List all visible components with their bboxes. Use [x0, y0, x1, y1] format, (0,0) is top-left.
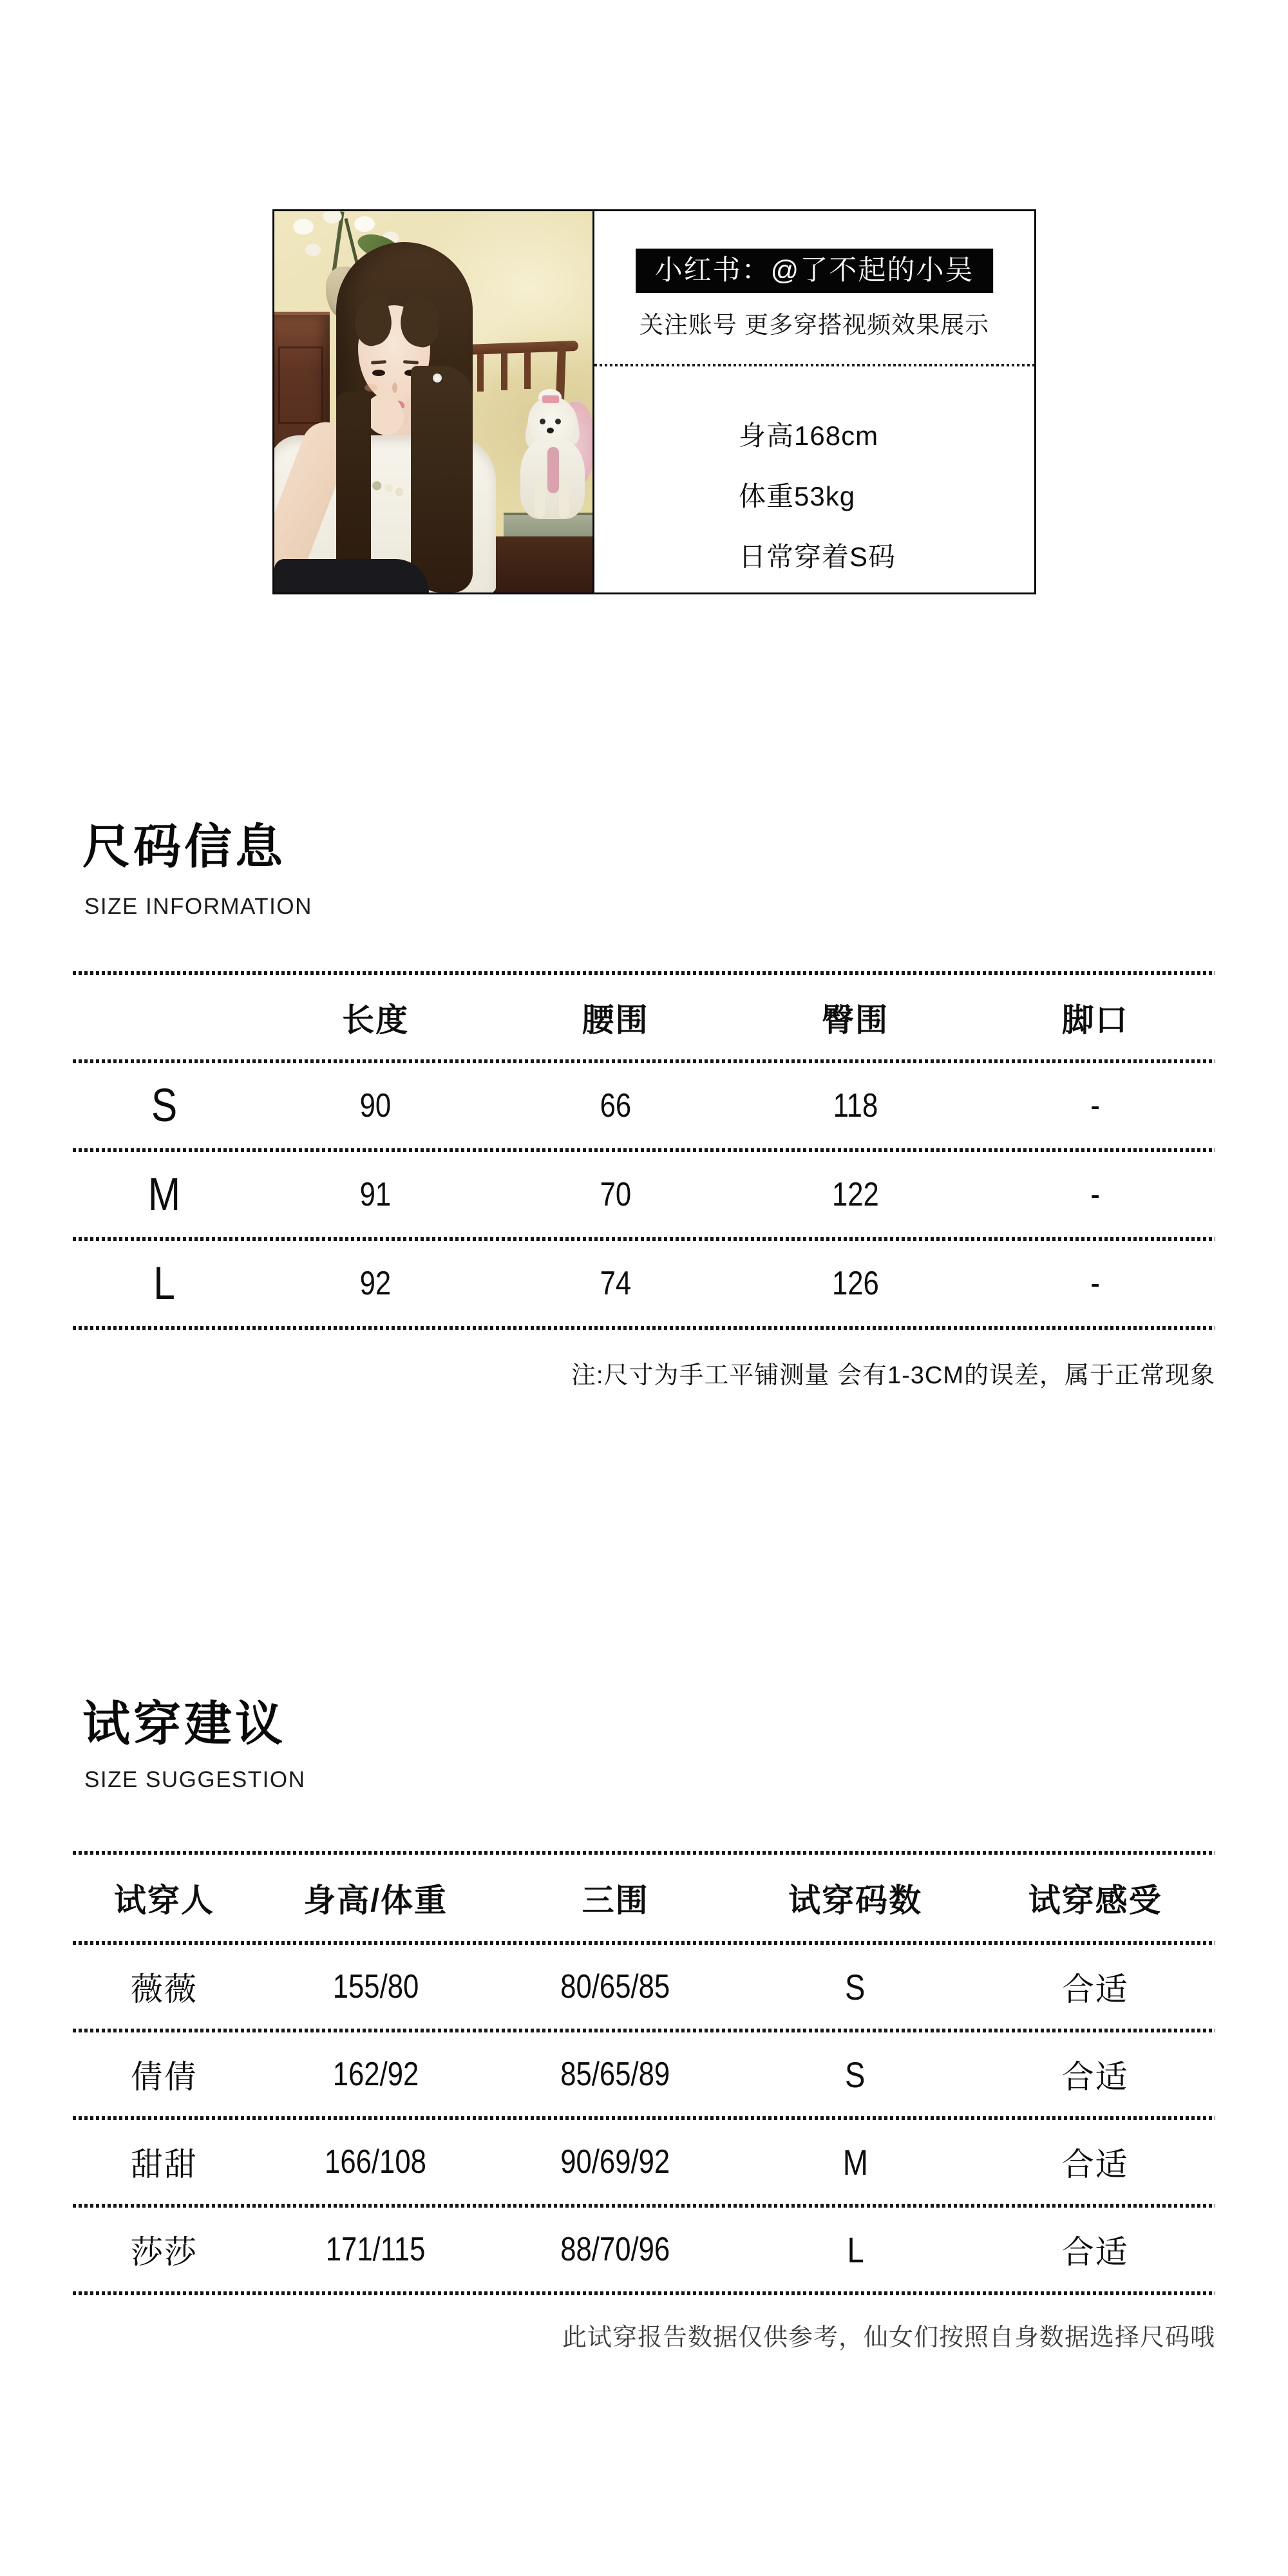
photo-chair-spindle — [501, 353, 507, 390]
fit-cell: 162/92 — [332, 2056, 419, 2093]
fit-row — [73, 2032, 1215, 2116]
photo-black-skirt — [274, 559, 429, 592]
photo-model-hair-front — [411, 366, 473, 592]
fit-cell: 88/70/96 — [560, 2231, 670, 2268]
size-cell: - — [1090, 1087, 1100, 1124]
size-row-M — [73, 1152, 1215, 1237]
size-table-header-row — [73, 975, 1215, 1059]
size-cell: - — [1090, 1176, 1100, 1213]
model-weight: 体重53kg — [739, 481, 856, 511]
photo-dog-nose — [547, 428, 554, 433]
size-cell: 91 — [359, 1176, 392, 1213]
size-cell: 70 — [600, 1176, 631, 1213]
size-row-L — [73, 1241, 1215, 1326]
fit-size: M — [842, 2141, 868, 2183]
photo-chair-spindle — [477, 354, 484, 392]
header-cell-measurements: 三围 — [582, 1882, 649, 1918]
size-cell: 92 — [359, 1265, 392, 1302]
model-height: 身高168cm — [739, 421, 879, 451]
size-label: L — [153, 1258, 175, 1309]
header-cell-waist: 腰围 — [582, 1001, 649, 1038]
fit-suggestion-title: 试穿建议 — [82, 1697, 286, 1750]
size-cell: 122 — [831, 1176, 879, 1213]
model-info-panel — [594, 211, 1034, 592]
fit-suggestion-table — [73, 1851, 1215, 2295]
fit-cell: 155/80 — [332, 1968, 419, 2005]
photo-dog-leg — [559, 480, 569, 518]
model-profile-card — [272, 209, 1036, 594]
photo-dog-bow — [542, 395, 559, 403]
fit-verdict: 合适 — [1061, 2234, 1129, 2270]
photo-dog-eye — [555, 419, 561, 424]
fit-report-note: 此试穿报告数据仅供参考，仙女们按照自身数据选择尺码哦 — [562, 2324, 1215, 2351]
measurement-note: 注:尺寸为手工平铺测量 会有1-3CM的误差，属于正常现象 — [571, 1362, 1215, 1389]
photo-dog-eye — [540, 419, 545, 424]
header-cell-leg-opening: 脚口 — [1061, 1001, 1129, 1038]
table-border-bottom — [73, 1326, 1215, 1330]
photo-dog-harness — [547, 447, 559, 493]
header-cell-height-weight: 身高/体重 — [303, 1882, 448, 1918]
header-cell-size-tried: 试穿码数 — [788, 1882, 923, 1918]
model-usual-size: 日常穿着S码 — [739, 542, 896, 572]
size-cell: 74 — [600, 1265, 631, 1302]
fit-verdict: 合适 — [1061, 1971, 1129, 2007]
size-label: S — [151, 1080, 178, 1132]
fit-row — [73, 2208, 1215, 2291]
size-cell: - — [1090, 1265, 1100, 1302]
fit-row — [73, 2120, 1215, 2204]
header-cell-fitter: 试穿人 — [113, 1882, 214, 1918]
size-info-subtitle: SIZE INFORMATION — [84, 894, 312, 919]
fit-table-header-row — [73, 1855, 1215, 1941]
fit-verdict: 合适 — [1061, 2059, 1129, 2095]
model-photo — [274, 211, 594, 592]
fit-cell: 85/65/89 — [560, 2056, 670, 2093]
fit-cell: 171/115 — [325, 2231, 426, 2268]
header-cell-length: 长度 — [342, 1001, 410, 1038]
size-info-table — [73, 971, 1215, 1330]
size-row-S — [73, 1063, 1215, 1148]
header-cell-fit-feel: 试穿感受 — [1028, 1882, 1162, 1918]
photo-model-eye — [372, 370, 385, 376]
fit-verdict: 合适 — [1061, 2146, 1129, 2183]
size-cell: 90 — [359, 1087, 392, 1124]
size-label: M — [147, 1169, 181, 1220]
fit-cell: 80/65/85 — [560, 1968, 670, 2005]
fitter-name: 薇薇 — [130, 1971, 198, 2007]
model-stats — [739, 406, 896, 587]
fit-size: S — [845, 1966, 866, 2007]
fit-suggestion-subtitle: SIZE SUGGESTION — [84, 1767, 306, 1792]
table-border-bottom — [73, 2291, 1215, 2295]
fitter-name: 莎莎 — [130, 2234, 198, 2270]
fitter-name: 倩倩 — [130, 2059, 198, 2095]
photo-model-blush — [365, 384, 377, 392]
dashed-divider — [594, 364, 1034, 366]
photo-cabinet-drawer — [278, 346, 323, 424]
fit-cell: 166/108 — [325, 2143, 427, 2181]
photo-dark-wood — [493, 536, 594, 592]
size-cell: 126 — [831, 1265, 879, 1302]
photo-model-nose — [392, 383, 397, 393]
fit-cell: 90/69/92 — [560, 2143, 670, 2181]
follow-account-text: 关注账号 更多穿搭视频效果展示 — [639, 312, 990, 338]
photo-chair-spindle — [524, 352, 531, 389]
size-info-title: 尺码信息 — [82, 820, 286, 873]
xiaohongshu-account-badge: 小红书：@了不起的小吴 — [636, 249, 994, 293]
fit-size: L — [847, 2229, 864, 2270]
photo-dog-leg — [535, 480, 545, 518]
size-cell: 118 — [833, 1087, 878, 1124]
header-cell-hip: 臀围 — [822, 1001, 889, 1038]
photo-pearl-earring — [433, 374, 442, 383]
fit-size: S — [845, 2054, 866, 2095]
photo-model-hair-front — [336, 392, 371, 585]
fitter-name: 甜甜 — [130, 2146, 198, 2183]
fit-row — [73, 1945, 1215, 2029]
size-cell: 66 — [600, 1087, 631, 1124]
